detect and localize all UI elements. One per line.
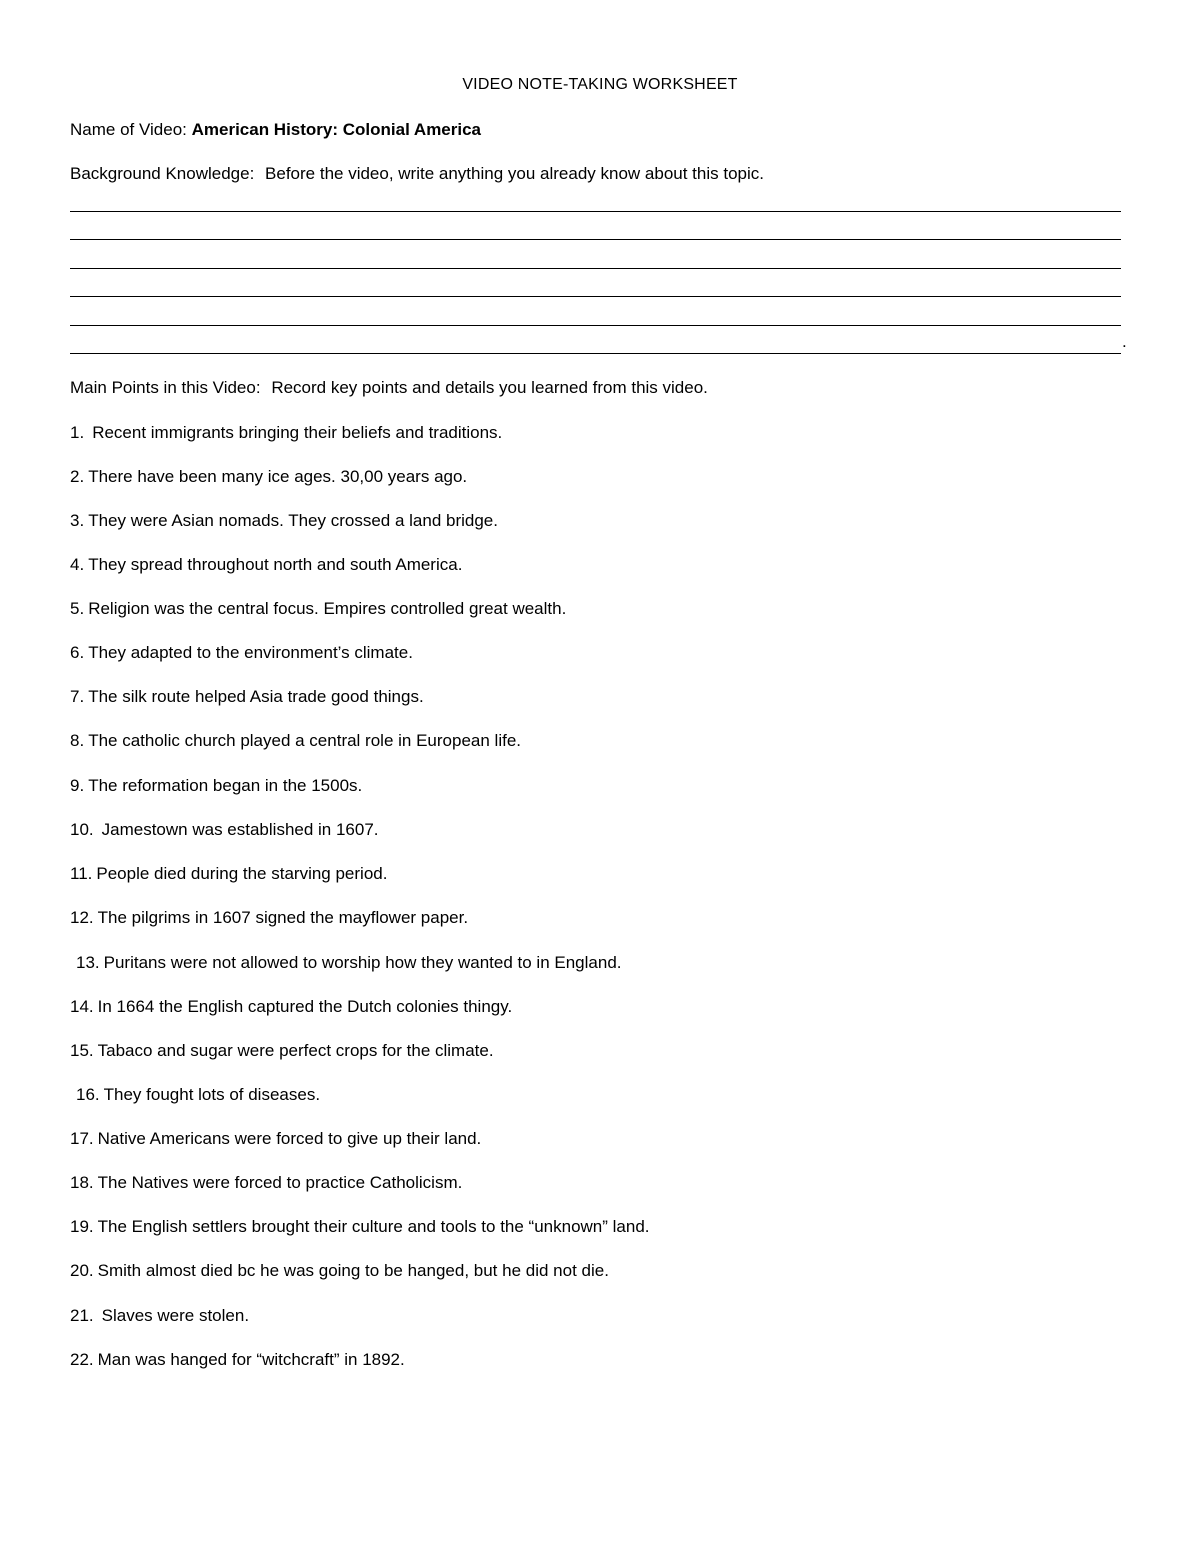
answer-line-3[interactable] [70,268,1121,269]
main-point-text: Smith almost died bc he was going to be hanged, but he did not die. [97,1261,609,1280]
main-point-text: Recent immigrants bringing their beliefs and traditions. [92,423,503,442]
main-point-number: 22. [70,1350,94,1369]
main-point-number: 12. [70,908,94,927]
main-point-number: 18. [70,1173,94,1192]
main-point-item [70,1039,494,1063]
main-point-item [70,553,462,577]
main-point-text: The pilgrims in 1607 signed the mayflower paper. [97,908,469,927]
main-point-item [70,597,566,621]
main-points-prompt: Record key points and details you learned from this video. [271,378,708,397]
background-knowledge-prompt: Before the video, write anything you already know about this topic. [265,164,764,183]
main-point-text: Tabaco and sugar were perfect crops for the climate. [97,1041,494,1060]
answer-end-period: . [1122,332,1127,351]
main-point-item [70,818,379,842]
worksheet-title: VIDEO NOTE-TAKING WORKSHEET [462,76,738,93]
main-point-number: 21. [70,1306,94,1325]
main-point-number: 15. [70,1041,94,1060]
main-point-text: They spread throughout north and south America. [88,555,463,574]
main-point-item [70,465,467,489]
main-point-text: People died during the starving period. [96,864,388,883]
video-name-label: Name of Video: [70,120,187,139]
main-point-number: 16. [76,1085,100,1104]
main-point-number: 13. [76,953,100,972]
main-point-item [70,1348,405,1372]
main-point-item [70,906,468,930]
main-point-number: 14. [70,997,94,1016]
main-point-number: 2. [70,467,85,486]
main-point-item [70,1215,650,1239]
main-points-label: Main Points in this Video: [70,378,261,397]
answer-line-2[interactable] [70,239,1121,240]
main-point-number: 9. [70,776,85,795]
main-point-number: 6. [70,643,85,662]
main-point-text: The silk route helped Asia trade good things. [88,687,424,706]
main-point-number: 3. [70,511,85,530]
main-point-text: They were Asian nomads. They crossed a land bridge. [88,511,498,530]
main-point-item [76,1083,320,1107]
main-point-item [70,685,424,709]
main-point-item [70,509,498,533]
main-point-number: 5. [70,599,85,618]
answer-line-6[interactable] [70,353,1121,354]
main-point-item [70,1127,481,1151]
main-point-item [70,421,502,445]
main-point-text: The catholic church played a central role in European life. [88,731,521,750]
main-point-text: Jamestown was established in 1607. [101,820,379,839]
video-name-value: American History: Colonial America [191,120,482,139]
main-point-text: They adapted to the environment’s climate. [88,643,413,662]
main-point-text: Man was hanged for “witchcraft” in 1892. [97,1350,405,1369]
main-point-number: 7. [70,687,85,706]
main-point-item [70,641,413,665]
background-knowledge-line [70,162,764,186]
main-point-text: In 1664 the English captured the Dutch colonies thingy. [97,997,513,1016]
main-point-text: The Natives were forced to practice Catholicism. [97,1173,463,1192]
video-name-line [70,118,481,142]
main-point-item [70,1171,462,1195]
main-point-text: The English settlers brought their culture and tools to the “unknown” land. [97,1217,650,1236]
main-point-number: 20. [70,1261,94,1280]
main-point-item [70,1304,249,1328]
main-point-number: 4. [70,555,85,574]
answer-line-1[interactable] [70,211,1121,212]
main-point-text: They fought lots of diseases. [103,1085,321,1104]
main-point-item [70,774,362,798]
main-point-item [70,1259,609,1283]
main-point-item [70,995,512,1019]
main-point-item [70,862,387,886]
main-point-item [76,951,622,975]
main-point-number: 19. [70,1217,94,1236]
main-point-text: The reformation began in the 1500s. [88,776,363,795]
main-point-number: 1. [70,423,85,442]
main-point-number: 10. [70,820,94,839]
main-point-number: 11. [70,864,93,883]
main-point-item [70,729,521,753]
background-knowledge-label: Background Knowledge: [70,164,255,183]
main-point-number: 8. [70,731,85,750]
main-point-text: Native Americans were forced to give up their land. [97,1129,482,1148]
main-point-text: Puritans were not allowed to worship how they wanted to in England. [103,953,622,972]
main-point-text: Slaves were stolen. [101,1306,250,1325]
main-point-number: 17. [70,1129,94,1148]
main-point-text: There have been many ice ages. 30,00 years ago. [88,467,468,486]
main-point-text: Religion was the central focus. Empires controlled great wealth. [88,599,567,618]
answer-line-4[interactable] [70,296,1121,297]
answer-line-5[interactable] [70,325,1121,326]
main-points-line [70,376,708,400]
